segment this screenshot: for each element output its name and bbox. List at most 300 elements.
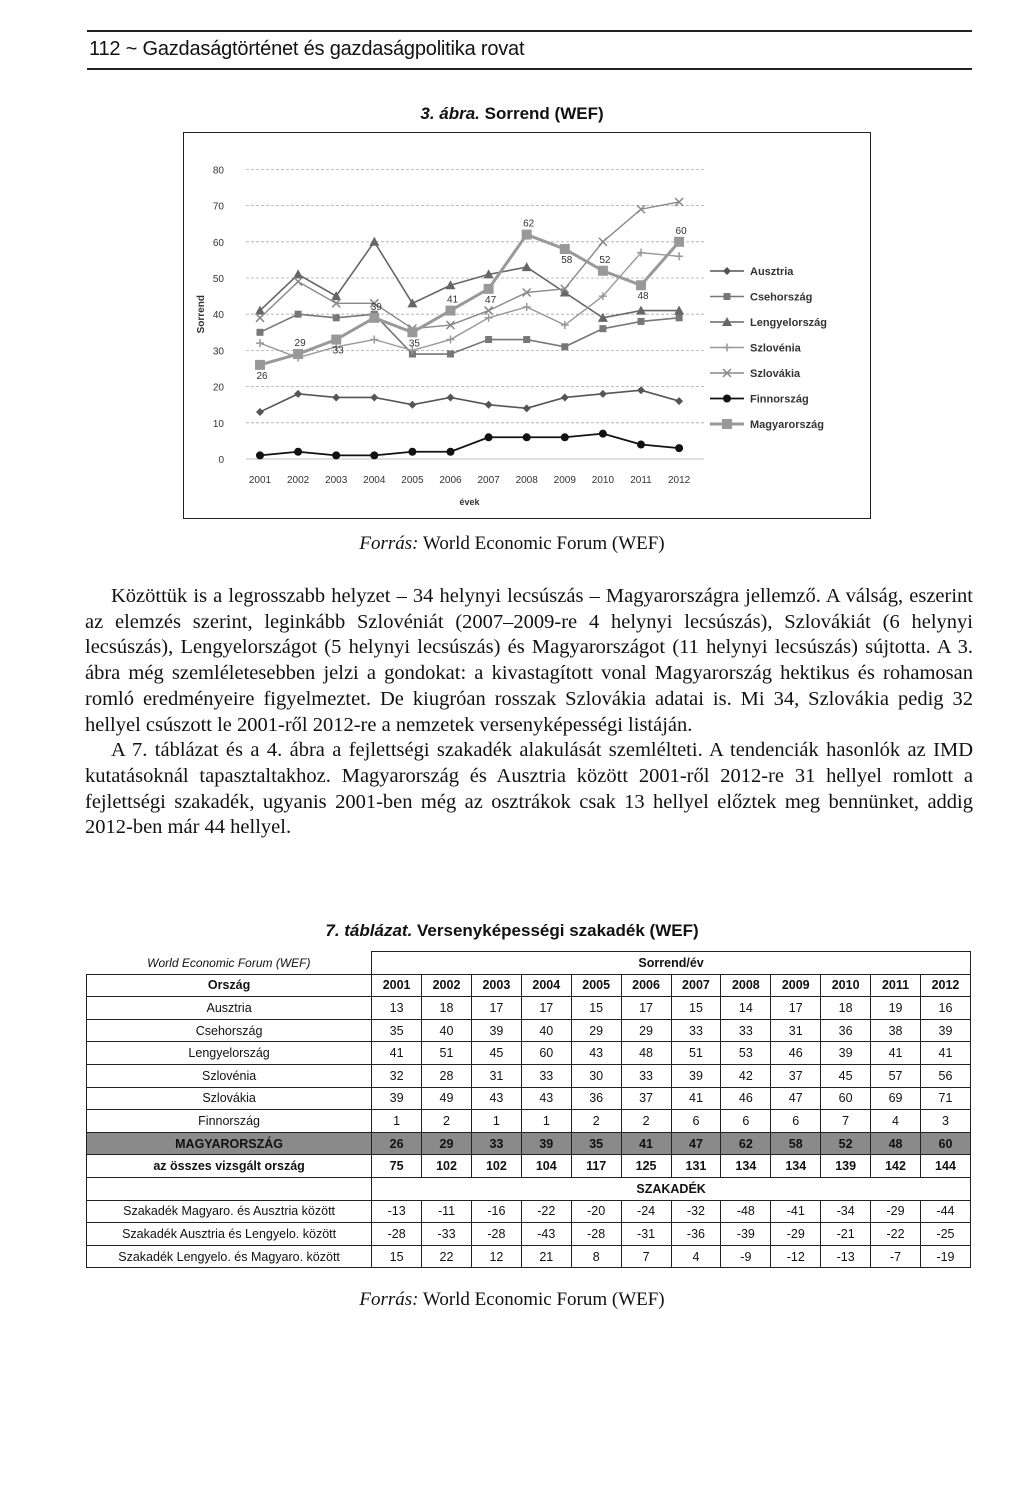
table-cell: 117 bbox=[571, 1155, 621, 1178]
data-label: 60 bbox=[675, 225, 687, 237]
year-header: 2010 bbox=[821, 974, 871, 997]
line-chart bbox=[184, 133, 870, 518]
data-point bbox=[331, 335, 341, 345]
table-cell: 13 bbox=[372, 997, 422, 1020]
paragraph: A 7. táblázat és a 4. ábra a fejlettségi szakadék alakulását szemlélteti. A tendenciák hasonlók az IMD kutatásoknál tapasztaltakhoz. Magyarország és Ausztria között 2001-ről 2012-re 31 hellyel romlott a fejlettségi szakadék, ugyanis 2001-ben még az osztrákok csak 13 hellyel előztek meg bennünket, addig 2012-ben már 44 hellyel. bbox=[85, 739, 973, 839]
table-cell: 40 bbox=[422, 1019, 472, 1042]
table-cell: 2 bbox=[422, 1110, 472, 1133]
figure-title-text: Sorrend (WEF) bbox=[484, 104, 604, 123]
y-tick-label: 40 bbox=[212, 310, 224, 322]
row-label: Szakadék Lengyelo. és Magyaro. között bbox=[87, 1245, 372, 1268]
year-header: 2009 bbox=[771, 974, 821, 997]
year-header: 2011 bbox=[871, 974, 921, 997]
data-point bbox=[293, 269, 303, 278]
table-cell: 38 bbox=[871, 1019, 921, 1042]
table-cell: -48 bbox=[721, 1200, 771, 1223]
data-point bbox=[637, 386, 645, 394]
data-point bbox=[333, 314, 340, 321]
table-row bbox=[87, 1042, 971, 1065]
table-cell: 47 bbox=[771, 1087, 821, 1110]
row-label: Szakadék Magyaro. és Ausztria között bbox=[87, 1200, 372, 1223]
table-cell: 134 bbox=[771, 1155, 821, 1178]
table-cell: 41 bbox=[671, 1087, 721, 1110]
table-cell: 15 bbox=[372, 1245, 422, 1268]
x-axis-label: évek bbox=[459, 497, 480, 507]
table-cell: 6 bbox=[721, 1110, 771, 1133]
x-tick-label: 2004 bbox=[363, 475, 386, 486]
data-point bbox=[523, 303, 531, 311]
year-header: 2007 bbox=[671, 974, 721, 997]
table-cell: 39 bbox=[821, 1042, 871, 1065]
table-cell: 41 bbox=[920, 1042, 970, 1065]
data-label: 62 bbox=[523, 218, 535, 230]
data-label: 41 bbox=[446, 294, 459, 306]
table-cell: 21 bbox=[521, 1245, 571, 1268]
table-cell: 45 bbox=[821, 1064, 871, 1087]
data-point bbox=[675, 397, 683, 405]
x-tick-label: 2012 bbox=[667, 475, 691, 486]
table-title bbox=[0, 921, 1024, 941]
data-point bbox=[723, 267, 731, 275]
x-tick-label: 2011 bbox=[630, 475, 652, 486]
table-row bbox=[87, 1087, 971, 1110]
table-cell: 104 bbox=[521, 1155, 571, 1178]
table-cell: -24 bbox=[621, 1200, 671, 1223]
series-line bbox=[260, 390, 679, 412]
data-point bbox=[636, 280, 646, 290]
row-label: Szakadék Ausztria és Lengyelo. között bbox=[87, 1223, 372, 1246]
data-point bbox=[407, 298, 417, 307]
data-point bbox=[522, 262, 532, 271]
table-cell: 17 bbox=[471, 997, 521, 1020]
year-header: 2004 bbox=[521, 974, 571, 997]
data-point bbox=[637, 441, 645, 449]
data-label: 58 bbox=[561, 255, 573, 267]
table-cell: 48 bbox=[871, 1132, 921, 1155]
table-cell: 19 bbox=[871, 997, 921, 1020]
year-header: 2006 bbox=[621, 974, 671, 997]
table-cell: 41 bbox=[621, 1132, 671, 1155]
table-cell: 29 bbox=[621, 1019, 671, 1042]
y-tick-label: 30 bbox=[212, 346, 224, 358]
series-line bbox=[260, 253, 679, 358]
table-cell: 7 bbox=[621, 1245, 671, 1268]
data-point bbox=[724, 293, 731, 300]
table-cell: -25 bbox=[920, 1223, 970, 1246]
data-point bbox=[599, 238, 607, 246]
table-cell: -41 bbox=[771, 1200, 821, 1223]
table-cell: 3 bbox=[920, 1110, 970, 1133]
table-cell: 31 bbox=[471, 1064, 521, 1087]
year-header: 2001 bbox=[372, 974, 422, 997]
data-point bbox=[446, 306, 456, 316]
table-cell: 57 bbox=[871, 1064, 921, 1087]
table-cell: 102 bbox=[422, 1155, 472, 1178]
table-cell: 33 bbox=[621, 1064, 671, 1087]
table-cell: 15 bbox=[671, 997, 721, 1020]
table-cell: 17 bbox=[621, 997, 671, 1020]
data-point bbox=[523, 336, 530, 343]
table-cell: 33 bbox=[521, 1064, 571, 1087]
year-header: 2002 bbox=[422, 974, 472, 997]
data-label: 39 bbox=[370, 301, 382, 313]
data-point bbox=[599, 430, 607, 438]
data-point bbox=[560, 244, 570, 254]
data-point bbox=[638, 318, 645, 325]
table-cell: 60 bbox=[920, 1132, 970, 1155]
data-label: 35 bbox=[408, 338, 420, 350]
x-tick-label: 2009 bbox=[553, 475, 576, 486]
data-point bbox=[485, 314, 493, 322]
table-cell: 139 bbox=[821, 1155, 871, 1178]
legend-label: Szlovákia bbox=[750, 368, 801, 380]
data-point bbox=[485, 401, 493, 409]
table-cell: -12 bbox=[771, 1245, 821, 1268]
y-tick-label: 0 bbox=[218, 455, 224, 466]
paragraph: Közöttük is a legrosszabb helyzet – 34 helynyi lecsúszás – Magyarországra jellemző. A válság, eszerint az elemzés szerint, leginkább Szlovéniát (2007–2009-re 4 helynyi lecsúszás), Szlovákiát (6 helynyi lecsúszás), Lengyelországot (5 helynyi lecsúszás) és Magyarországot (11 helynyi lecsúszás) sújtotta. A 3. ábra még szemléletesebben jelzi a gondokat: a kivastagított vonal Magyarország hektikus és rohamosan romló eredményeire figyelmeztet. De kiugróan rosszak Szlovákia adatai is. Mi 34, Szlovákia pedig 32 hellyel csúszott le 2001-ről 2012-re a nemzetek versenyképességi listáján. bbox=[85, 585, 973, 736]
data-point bbox=[447, 336, 455, 344]
table-cell: -22 bbox=[871, 1223, 921, 1246]
data-point bbox=[447, 351, 454, 358]
table-cell: 6 bbox=[671, 1110, 721, 1133]
data-point bbox=[676, 314, 683, 321]
table-cell: 43 bbox=[471, 1087, 521, 1110]
table-cell: 60 bbox=[521, 1042, 571, 1065]
table-cell: 51 bbox=[671, 1042, 721, 1065]
table-cell: 39 bbox=[372, 1087, 422, 1110]
table-cell: 47 bbox=[671, 1132, 721, 1155]
row-label: Szlovákia bbox=[87, 1087, 372, 1110]
table-cell: 134 bbox=[721, 1155, 771, 1178]
y-tick-label: 60 bbox=[212, 237, 224, 249]
table-cell: 36 bbox=[821, 1019, 871, 1042]
legend-label: Finnország bbox=[750, 393, 809, 406]
table-cell: 14 bbox=[721, 997, 771, 1020]
data-point bbox=[369, 237, 379, 246]
table-cell: 62 bbox=[721, 1132, 771, 1155]
table-cell: -16 bbox=[471, 1200, 521, 1223]
data-point bbox=[256, 339, 264, 347]
series-line bbox=[260, 235, 679, 365]
table-cell: 39 bbox=[471, 1019, 521, 1042]
data-point bbox=[255, 360, 265, 370]
year-header: 2005 bbox=[571, 974, 621, 997]
table-number: 7. táblázat. bbox=[325, 921, 413, 940]
table-cell: 41 bbox=[372, 1042, 422, 1065]
data-point bbox=[485, 433, 493, 441]
table-cell: 15 bbox=[571, 997, 621, 1020]
table-cell: 29 bbox=[571, 1019, 621, 1042]
table-cell: 37 bbox=[621, 1087, 671, 1110]
table-cell: -36 bbox=[671, 1223, 721, 1246]
table-row bbox=[87, 1019, 971, 1042]
data-point bbox=[407, 327, 417, 337]
data-point bbox=[561, 393, 569, 401]
gap-row bbox=[87, 1245, 971, 1268]
data-point bbox=[674, 237, 684, 247]
table-cell: 58 bbox=[771, 1132, 821, 1155]
table-cell: 35 bbox=[372, 1019, 422, 1042]
table-cell: 12 bbox=[471, 1245, 521, 1268]
table-cell: 18 bbox=[821, 997, 871, 1020]
table-cell: 7 bbox=[821, 1110, 871, 1133]
table-cell: -13 bbox=[821, 1245, 871, 1268]
year-header: 2008 bbox=[721, 974, 771, 997]
table-cell: 43 bbox=[521, 1087, 571, 1110]
data-point bbox=[408, 448, 416, 456]
table-cell: 39 bbox=[671, 1064, 721, 1087]
table-cell: 71 bbox=[920, 1087, 970, 1110]
y-tick-label: 80 bbox=[212, 165, 224, 177]
table-cell: 1 bbox=[471, 1110, 521, 1133]
table-cell: 17 bbox=[771, 997, 821, 1020]
y-tick-label: 10 bbox=[212, 418, 224, 430]
table-cell: 1 bbox=[521, 1110, 571, 1133]
legend-label: Ausztria bbox=[750, 266, 794, 278]
data-point bbox=[722, 419, 732, 429]
data-point bbox=[485, 336, 492, 343]
table-row bbox=[87, 997, 971, 1020]
data-point bbox=[675, 444, 683, 452]
table-cell: 33 bbox=[471, 1132, 521, 1155]
row-label: MAGYARORSZÁG bbox=[87, 1132, 372, 1155]
x-tick-label: 2006 bbox=[439, 475, 462, 486]
data-label: 47 bbox=[485, 294, 497, 306]
table-cell: -21 bbox=[821, 1223, 871, 1246]
y-tick-label: 20 bbox=[212, 382, 224, 394]
table-cell: 4 bbox=[871, 1110, 921, 1133]
data-point bbox=[561, 343, 568, 350]
table-cell: 33 bbox=[721, 1019, 771, 1042]
figure-number: 3. ábra. bbox=[420, 104, 480, 123]
table-cell: -28 bbox=[471, 1223, 521, 1246]
table-cell: 56 bbox=[920, 1064, 970, 1087]
row-label: Ausztria bbox=[87, 997, 372, 1020]
table-cell: 29 bbox=[422, 1132, 472, 1155]
y-tick-label: 70 bbox=[212, 201, 224, 213]
table-cell: 46 bbox=[771, 1042, 821, 1065]
table-cell: -13 bbox=[372, 1200, 422, 1223]
data-point bbox=[599, 390, 607, 398]
x-tick-label: 2008 bbox=[515, 475, 538, 486]
table-cell: -29 bbox=[771, 1223, 821, 1246]
legend-label: Lengyelország bbox=[750, 317, 828, 329]
row-label: Finnország bbox=[87, 1110, 372, 1133]
legend-label: Csehország bbox=[750, 291, 813, 304]
table-cell: 37 bbox=[771, 1064, 821, 1087]
table-cell: 41 bbox=[871, 1042, 921, 1065]
data-point bbox=[293, 349, 303, 359]
data-point bbox=[295, 311, 302, 318]
table-cell: -31 bbox=[621, 1223, 671, 1246]
data-point bbox=[332, 451, 340, 459]
table-caption: World Economic Forum (WEF) bbox=[147, 955, 311, 970]
figure-source-text: World Economic Forum (WEF) bbox=[422, 533, 665, 554]
data-point bbox=[294, 448, 302, 456]
data-point bbox=[523, 404, 531, 412]
gap-header-spacer bbox=[87, 1177, 372, 1200]
series-line bbox=[260, 242, 679, 318]
table-cell: 53 bbox=[721, 1042, 771, 1065]
data-point bbox=[484, 284, 494, 294]
table-cell: -34 bbox=[821, 1200, 871, 1223]
x-tick-label: 2001 bbox=[248, 475, 272, 486]
gap-header: SZAKADÉK bbox=[372, 1177, 971, 1200]
data-point bbox=[332, 393, 340, 401]
data-point bbox=[370, 451, 378, 459]
table-cell: 142 bbox=[871, 1155, 921, 1178]
table-cell: -22 bbox=[521, 1200, 571, 1223]
data-table bbox=[86, 951, 971, 1268]
data-label: 29 bbox=[294, 338, 306, 350]
row-label: az összes vizsgált ország bbox=[87, 1155, 372, 1178]
table-cell: -29 bbox=[871, 1200, 921, 1223]
table-cell: 31 bbox=[771, 1019, 821, 1042]
table-cell: 39 bbox=[521, 1132, 571, 1155]
row-label: Csehország bbox=[87, 1019, 372, 1042]
data-point bbox=[256, 314, 264, 322]
data-point bbox=[723, 395, 731, 403]
figure-source bbox=[0, 533, 1024, 555]
table-cell: -33 bbox=[422, 1223, 472, 1246]
table-cell: -44 bbox=[920, 1200, 970, 1223]
x-tick-label: 2002 bbox=[286, 475, 310, 486]
table-cell: 49 bbox=[422, 1087, 472, 1110]
table-cell: 42 bbox=[721, 1064, 771, 1087]
series-line bbox=[260, 202, 679, 329]
chart-frame bbox=[183, 132, 871, 519]
table-cell: 35 bbox=[571, 1132, 621, 1155]
table-cell: 32 bbox=[372, 1064, 422, 1087]
table-row bbox=[87, 1110, 971, 1133]
table-cell: 26 bbox=[372, 1132, 422, 1155]
data-point bbox=[294, 278, 302, 286]
data-point bbox=[723, 344, 731, 352]
table-cell: -43 bbox=[521, 1223, 571, 1246]
table-cell: 52 bbox=[821, 1132, 871, 1155]
data-point bbox=[370, 393, 378, 401]
x-tick-label: 2005 bbox=[401, 475, 424, 486]
data-point bbox=[447, 393, 455, 401]
table-cell: -32 bbox=[671, 1200, 721, 1223]
table-cell: -9 bbox=[721, 1245, 771, 1268]
data-point bbox=[522, 230, 532, 240]
x-tick-label: 2003 bbox=[325, 475, 348, 486]
y-tick-label: 50 bbox=[212, 274, 224, 285]
data-label: 48 bbox=[637, 291, 649, 303]
figure-source-label: Forrás: bbox=[359, 533, 419, 554]
table-cell: 1 bbox=[372, 1110, 422, 1133]
table-cell: 2 bbox=[621, 1110, 671, 1133]
year-header: 2003 bbox=[471, 974, 521, 997]
row-label: Szlovénia bbox=[87, 1064, 372, 1087]
table-cell: 60 bbox=[821, 1087, 871, 1110]
table-cell: 2 bbox=[571, 1110, 621, 1133]
table-cell: 39 bbox=[920, 1019, 970, 1042]
year-header: 2012 bbox=[920, 974, 970, 997]
data-point bbox=[523, 433, 531, 441]
data-point bbox=[256, 408, 264, 416]
gap-row bbox=[87, 1200, 971, 1223]
x-tick-label: 2007 bbox=[477, 475, 500, 486]
data-point bbox=[408, 401, 416, 409]
table-cell: 17 bbox=[521, 997, 571, 1020]
data-point bbox=[447, 448, 455, 456]
group-header: Sorrend/év bbox=[372, 952, 971, 975]
table-source-text: World Economic Forum (WEF) bbox=[422, 1289, 665, 1310]
table-cell: 45 bbox=[471, 1042, 521, 1065]
table-cell: 18 bbox=[422, 997, 472, 1020]
table-cell: -28 bbox=[372, 1223, 422, 1246]
data-point bbox=[256, 451, 264, 459]
body-text bbox=[85, 584, 973, 841]
table-row bbox=[87, 1064, 971, 1087]
data-point bbox=[294, 390, 302, 398]
table-caption-cell bbox=[87, 952, 372, 975]
y-axis-label: Sorrend bbox=[196, 295, 207, 334]
gap-row bbox=[87, 1223, 971, 1246]
table-cell: -39 bbox=[721, 1223, 771, 1246]
table-cell: -20 bbox=[571, 1200, 621, 1223]
data-point bbox=[370, 336, 378, 344]
series-line bbox=[260, 314, 679, 354]
table-cell: 33 bbox=[671, 1019, 721, 1042]
table-cell: 46 bbox=[721, 1087, 771, 1110]
table-cell: 36 bbox=[571, 1087, 621, 1110]
table-cell: -28 bbox=[571, 1223, 621, 1246]
table-source bbox=[0, 1289, 1024, 1311]
row-label: Lengyelország bbox=[87, 1042, 372, 1065]
data-point bbox=[598, 266, 608, 276]
table-cell: 16 bbox=[920, 997, 970, 1020]
data-point bbox=[561, 433, 569, 441]
table-cell: -11 bbox=[422, 1200, 472, 1223]
table-cell: 131 bbox=[671, 1155, 721, 1178]
series-line bbox=[260, 434, 679, 456]
table-cell: 30 bbox=[571, 1064, 621, 1087]
table-source-label: Forrás: bbox=[359, 1289, 419, 1310]
table-cell: 75 bbox=[372, 1155, 422, 1178]
table-cell: 51 bbox=[422, 1042, 472, 1065]
table-cell: -19 bbox=[920, 1245, 970, 1268]
data-label: 52 bbox=[599, 254, 611, 266]
table-cell: 8 bbox=[571, 1245, 621, 1268]
data-point bbox=[257, 329, 264, 336]
table-cell: 28 bbox=[422, 1064, 472, 1087]
table-cell: 48 bbox=[621, 1042, 671, 1065]
table-row bbox=[87, 1155, 971, 1178]
data-point bbox=[369, 313, 379, 323]
table-cell: 125 bbox=[621, 1155, 671, 1178]
table-cell: 4 bbox=[671, 1245, 721, 1268]
data-point bbox=[599, 325, 606, 332]
data-label: 33 bbox=[332, 345, 344, 357]
legend-label: Magyarország bbox=[750, 419, 824, 431]
data-point bbox=[485, 307, 493, 315]
table-cell: 43 bbox=[571, 1042, 621, 1065]
table-cell: 144 bbox=[920, 1155, 970, 1178]
table-cell: 6 bbox=[771, 1110, 821, 1133]
running-header-text: 112 ~ Gazdaságtörténet és gazdaságpolitika rovat bbox=[89, 38, 525, 60]
data-label: 26 bbox=[256, 370, 268, 382]
country-header: Ország bbox=[87, 974, 372, 997]
running-header bbox=[87, 30, 972, 70]
table-cell: 69 bbox=[871, 1087, 921, 1110]
table-cell: -7 bbox=[871, 1245, 921, 1268]
table-cell: 102 bbox=[471, 1155, 521, 1178]
legend-label: Szlovénia bbox=[750, 342, 801, 355]
table-row bbox=[87, 1132, 971, 1155]
